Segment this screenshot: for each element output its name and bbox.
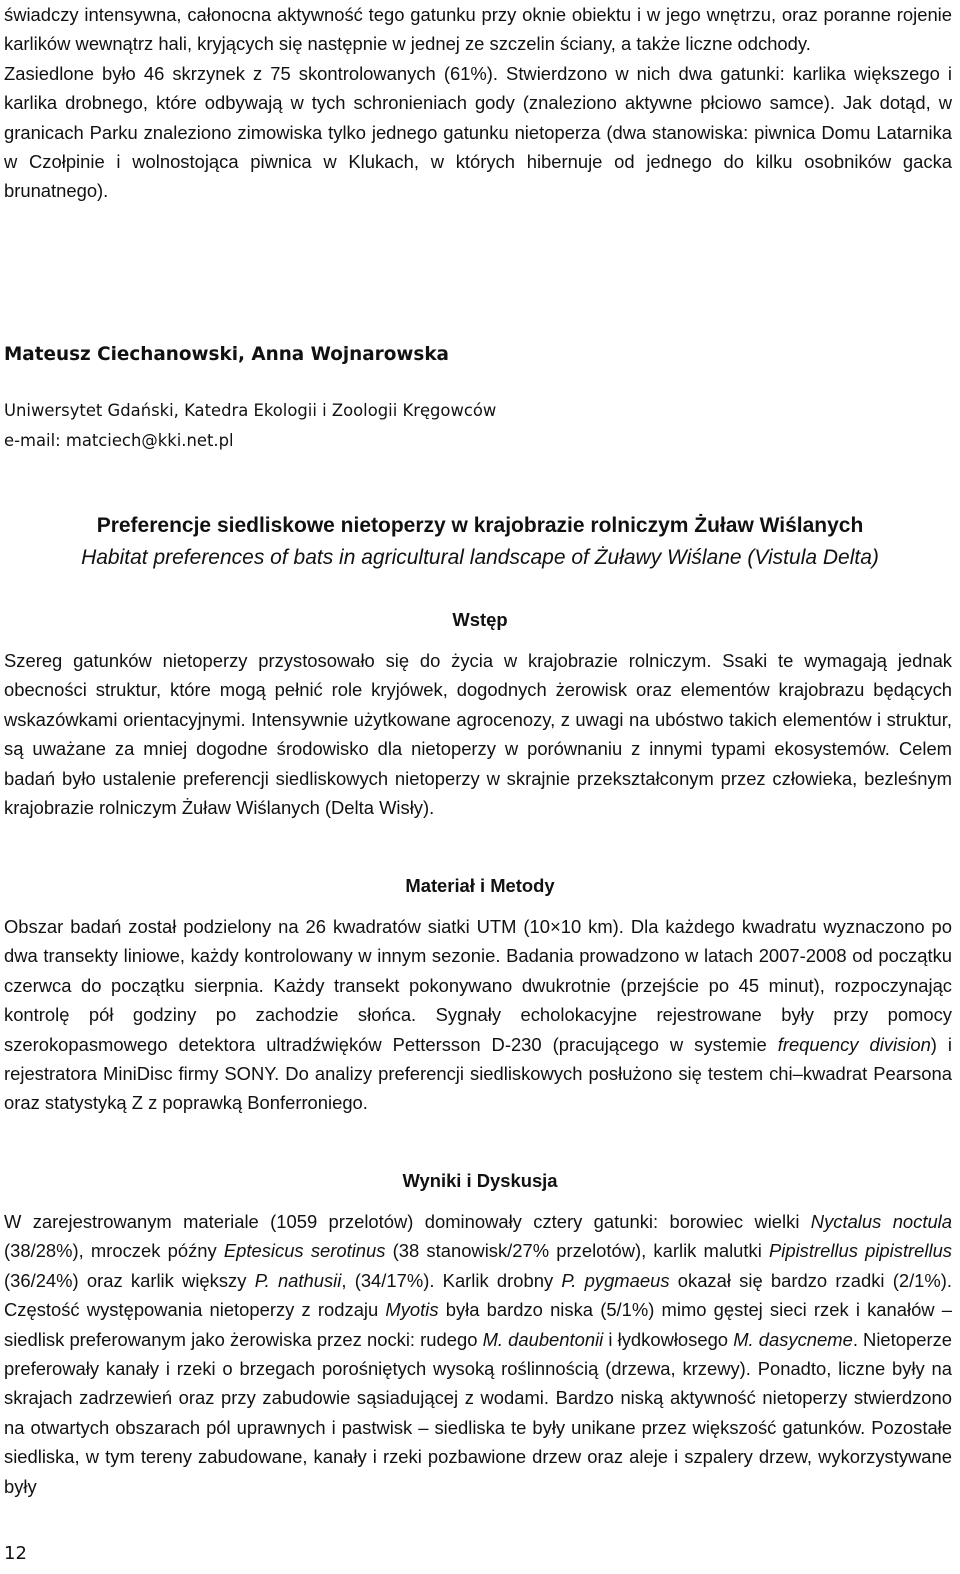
results-c: (38/28%), mroczek późny <box>4 1240 224 1262</box>
results-p: i łydkowłosego <box>603 1328 734 1350</box>
results-g: (36/24%) oraz karlik większy <box>4 1269 255 1291</box>
heading-results: Wyniki i Dyskusja <box>402 1170 558 1191</box>
continuation-text-2: Zasiedlone było 46 skrzynek z 75 skontrolowanych (61%). Stwierdzono w nich dwa gatunki: karlika większego i karlika drobnego, które odbywają w tych schronieniach gody (znaleziono aktywne płciowo samce). Jak dotąd, w granicach Parku znaleziono zimowiska tylko jednego gatunku nietoperza (dwa stanowiska: piwnica Domu Latarnika w Czołpinie i wolnostojąca piwnica w Klukach, w których hibernuje od jednego do kilku osobników gacka brunatnego). <box>4 62 952 202</box>
continuation-text-1: świadczy intensywna, całonocna aktywność tego gatunku przy oknie obiektu i w jego wnętrzu, oraz poranne rojenie karlików wewnątrz hali, kryjących się następnie w jednej ze szczelin ściany, a także liczne odchody. <box>4 4 952 55</box>
results-species-daubentonii: M. daubentonii <box>482 1328 604 1350</box>
page-number: 12 <box>4 1543 27 1564</box>
results-species-dasycneme: M. dasycneme <box>733 1328 853 1350</box>
intro-paragraph: Szereg gatunków nietoperzy przystosowało się do życia w krajobrazie rolniczym. Ssaki te wymagają jednak obecności struktur, które mogą pełnić role kryjówek, dogodnych żerowisk oraz elementów krajobrazu będących wskazówkami orientacyjnymi. Intensywnie użytkowane agrocenozy, z uwagi na ubóstwo takich elementów i struktur, są uważane za mniej dogodne środowisko dla nietoperzy w porównaniu z innymi typami ekosystemów. Celem badań było ustalenie preferencji siedliskowych nietoperzy w skrajnie przekształconym przez człowieka, bezleśnym krajobrazie rolniczym Żuław Wiślanych (Delta Wisły). <box>4 650 952 819</box>
title-english: Habitat preferences of bats in agricultural landscape of Żuławy Wiślane (Vistula Delta) <box>81 546 879 569</box>
heading-intro: Wstęp <box>452 609 508 630</box>
affiliation: Uniwersytet Gdański, Katedra Ekologii i Zoologii Kręgowców <box>4 401 497 420</box>
results-species-nathusii: P. nathusii <box>254 1269 342 1291</box>
results-l: okazał się bardzo rzadki (2/1%). Częstość występowania nietoperzy z rodzaju <box>4 1269 952 1321</box>
continuation-paragraph <box>4 0 952 206</box>
results-species-nyctalus: Nyctalus noctula <box>810 1211 952 1232</box>
methods-text-1: Obszar badań został podzielony na 26 kwadratów siatki UTM (10×10 km). Dla każdego kwadratu wyznaczono po dwa transekty liniowe, każdy kontrolowany w innym sezonie. Badania prowadzono w latach 2007-2008 od początku czerwca do początku sierpnia. Każdy transekt pokonywano dwukrotnie (przejście po 45 minut), rozpoczynając kontrolę pół godziny po zachodzie słońca. Sygnały echolokacyjne rejestrowane były przy pomocy szerokopasmowego detektora ultradźwięków Pettersson D-230 (pracującego w systemie <box>4 916 952 1055</box>
title-polish: Preferencje siedliskowe nietoperzy w krajobrazie rolniczym Żuław Wiślanych <box>96 514 864 537</box>
methods-text-3: ) i rejestratora MiniDisc firmy SONY. Do analizy preferencji siedliskowych posłużono się testem chi–kwadrat Pearsona oraz statystyką Z z poprawką Bonferroniego. <box>4 1033 952 1114</box>
results-e: (38 stanowisk/27% przelotów), karlik malutki <box>385 1240 769 1262</box>
heading-methods: Materiał i Metody <box>405 875 555 896</box>
results-j: , (34/17%). Karlik drobny <box>341 1269 562 1291</box>
results-species-pipistrellus: Pipistrellus pipistrellus <box>769 1240 952 1262</box>
results-n: była bardzo niska (5/1%) mimo gęstej sieci rzek i kanałów – siedlisk preferowanym jako żerowiska przez nocki: rudego <box>4 1299 952 1350</box>
results-species-pygmaeus: P. pygmaeus <box>561 1269 670 1291</box>
results-species-eptesicus: Eptesicus serotinus <box>223 1240 386 1262</box>
results-r: . Nietoperze preferowały kanały i rzeki o brzegach porośniętych wysoką roślinnością (drzewa, krzewy). Ponadto, liczne były na skrajach zadrzewień oraz przy zabudowie sąsiadującej z wodami. Bardzo niską aktywność nietoperzy stwierdzono na otwartych obszarach pól uprawnych i pastwisk – siedliska te były unikane przez większość gatunków. Pozostałe siedliska, w tym tereny zabudowane, kanały i rzeki pozbawione drzew oraz aleje i szpalery drzew, wykorzystywane były <box>4 1328 952 1497</box>
results-a: W zarejestrowanym materiale (1059 przelotów) dominowały cztery gatunki: borowiec wielki <box>4 1211 811 1232</box>
methods-text-italic: frequency division <box>777 1033 931 1055</box>
methods-paragraph <box>4 912 952 1118</box>
results-paragraph <box>4 1207 952 1501</box>
authors: Mateusz Ciechanowski, Anna Wojnarowska <box>4 344 449 365</box>
results-genus-myotis: Myotis <box>385 1299 439 1321</box>
email: e-mail: matciech@kki.net.pl <box>4 431 234 450</box>
